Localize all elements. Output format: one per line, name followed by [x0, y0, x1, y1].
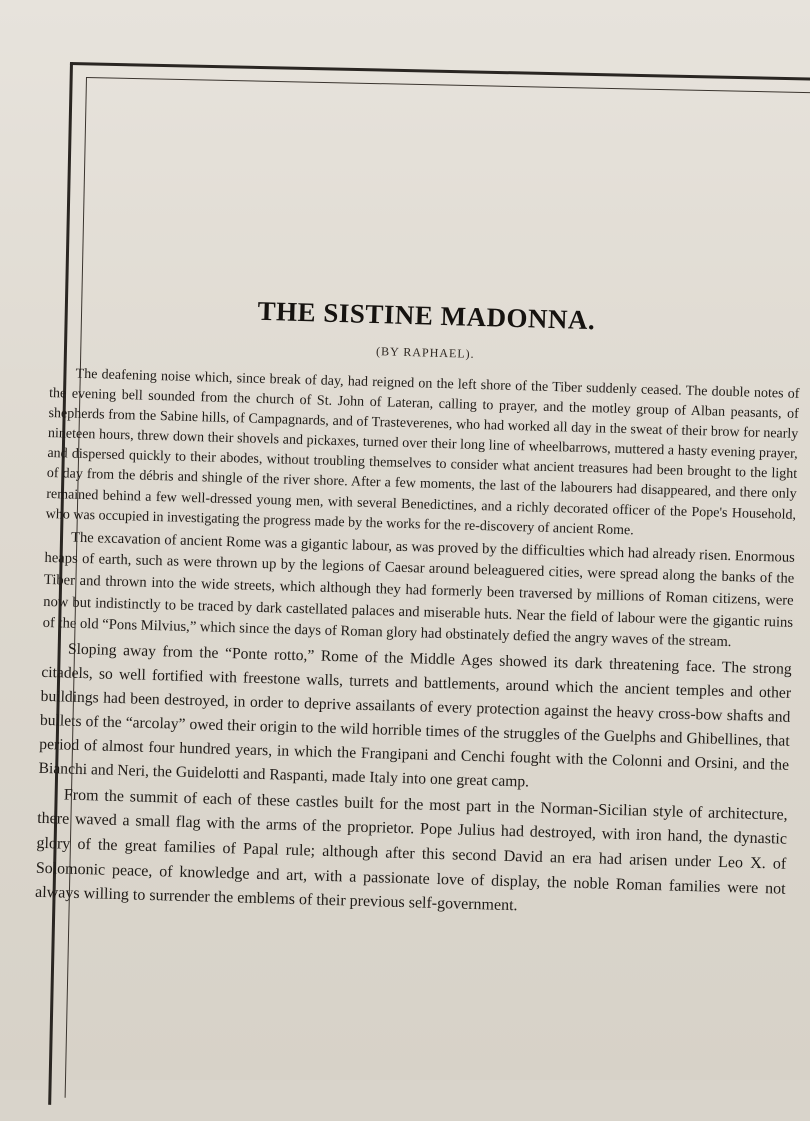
paragraph-1: The deafening noise which, since break of day, had reigned on the left shore of the Tiber suddenly ceased. The double notes of the evening bell sounded from the church of St. John of Lateran, calling to prayer, and the motley group of Alban peasants, of shepherds from the Sabine hills, of Campagnards, and of Trasteverenes, who had worked all day in the sweat of their brow for nearly nineteen hours, threw down their shovels and pickaxes, turned over their long line of wheelbarrows, muttered a hasty evening prayer, and dispersed quickly to their abodes, without troubling themselves to consider what ancient treasures had been brought to the light of day from the débris and shingle of the river shore. After a few moments, the last of the labourers had disappeared, and there only remained behind a few well-dressed young men, with several Benedictines, and a richly decorated officer of the Pope's Household, who was occupied in investigating the progress made by the works for the re-discovery of ancient Rome. [45, 366, 800, 538]
paragraph-2: The excavation of ancient Rome was a gigantic labour, as was proved by the difficulties which had already risen. Enormous heaps of earth, such as were thrown up by the legions of Caesar around beleaguered cities, were spread along the banks of the Tiber and thrown into the wide streets, which although they had formerly been traversed by millions of Roman citizens, were now but indistinctly to be traced by dark castellated palaces and miserable huts. Near the field of labour were the gigantic ruins of the old “Pons Milvius,” which since the days of Roman glory had obstinately defied the angry waves of the stream. [42, 529, 796, 651]
article-byline: (BY RAPHAEL). [375, 344, 475, 361]
paragraph-4: From the summit of each of these castles built for the most part in the Norman-Sicilian style of architecture, there waved a small flag with the arms of the proprietor. Pope Julius had destroyed, with iron hand, the dynastic glory of the great families of Papal rule; although after this second David an era had arisen under Leo X. of Solomonic peace, of knowledge and art, with a passionate love of display, the noble Roman families were not always willing to surrender the emblems of their previous self-government. [34, 786, 788, 915]
article [35, 290, 802, 928]
paragraph-3: Sloping away from the “Ponte rotto,” Rome of the Middle Ages showed its dark threatening face. The strong citadels, so well fortified with freestone walls, turrets and battlements, around which the ancient temples and other buildings had been destroyed, in order to deprive assailants of every protection against the heavy cross-bow shafts and bullets of the “arcolay” owed their origin to the wild horrible times of the struggles of the Guelphs and Ghibellines, that period of almost four hundred years, in which the Frangipani and Cenchi fought with the Colonni and Orsini, and the Bianchi and Neri, the Guidelotti and Raspanti, made Italy into one great camp. [38, 640, 792, 791]
article-title: THE SISTINE MADONNA. [257, 295, 596, 336]
